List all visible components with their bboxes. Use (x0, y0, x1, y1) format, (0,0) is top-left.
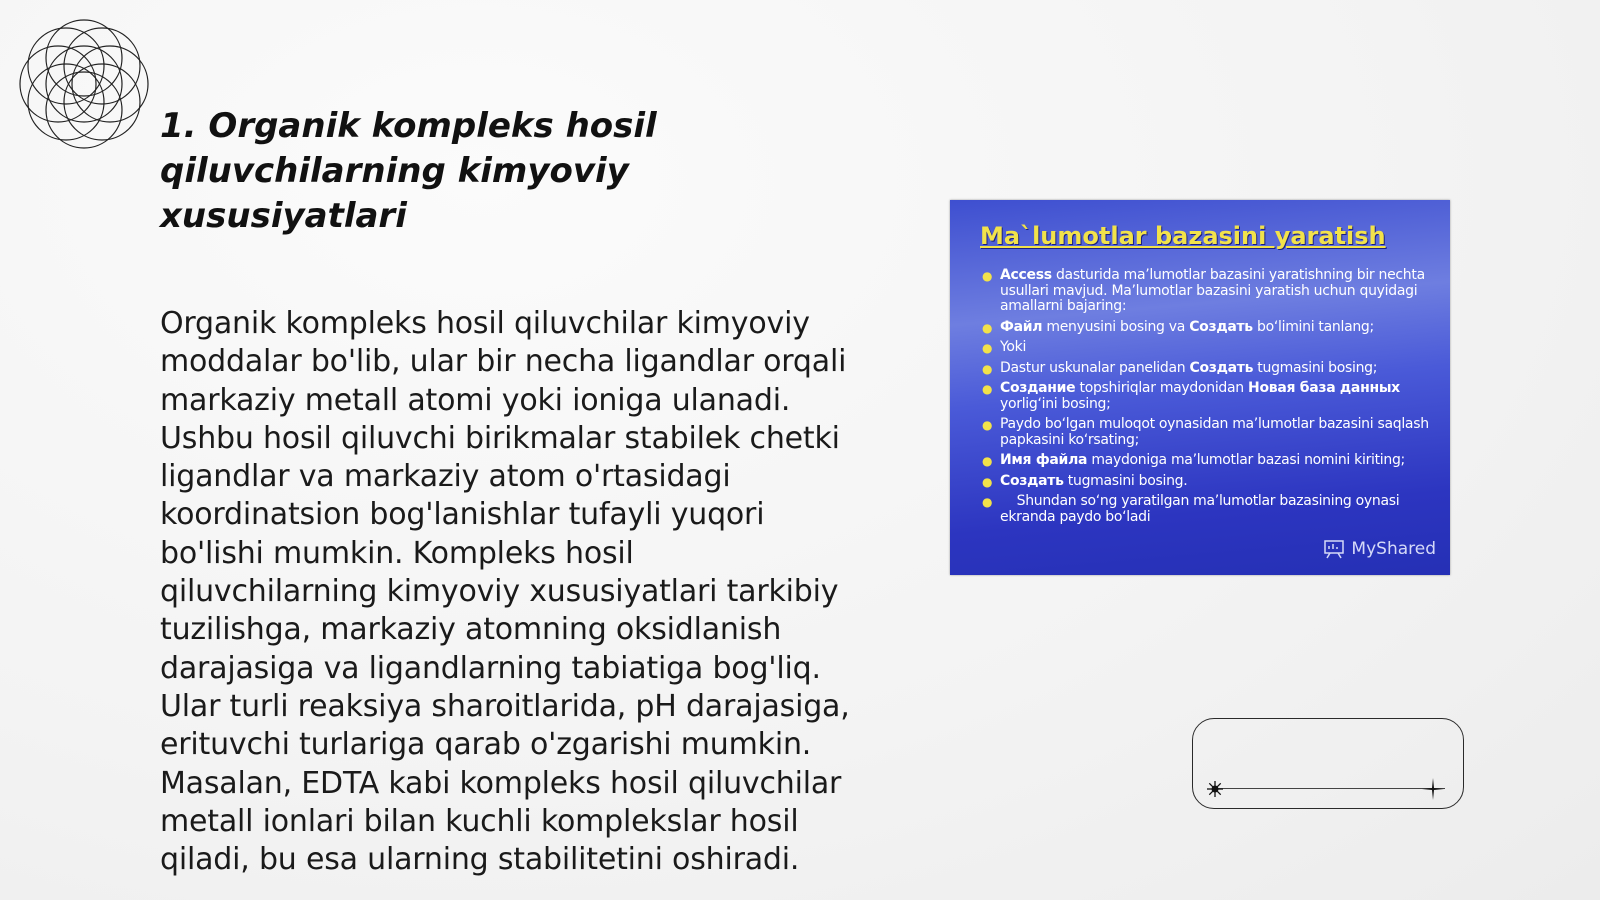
embedded-slide-image (950, 200, 1450, 575)
bullet-icon: ● (982, 418, 993, 432)
bullet-icon: ● (982, 361, 993, 376)
embedded-slide-list (980, 268, 1440, 530)
bullet-icon: ● (982, 454, 993, 468)
concentric-rings-logo-icon (10, 10, 158, 158)
slider-track (1215, 788, 1445, 789)
list-item: ● Создать tugmasini bosing. (982, 472, 1188, 489)
bullet-icon: ● (982, 269, 993, 283)
bullet-icon: ● (982, 341, 993, 355)
bullet-icon: ● (982, 474, 993, 489)
sun-icon (1205, 779, 1225, 799)
list-item: ● Access dasturida ma’lumotlar bazasini yaratishning bir nechta usullari mavjud. Ma’lumotlar bazasini yaratish uchun quyidagi amallarni bajaring: (982, 267, 1425, 314)
watermark-label: MyShared (1351, 539, 1436, 559)
bullet-icon: ● (982, 382, 993, 396)
presentation-board-icon (1323, 539, 1345, 559)
plus-icon (1421, 777, 1445, 801)
embedded-slide-title: Ma`lumotlar bazasini yaratish (980, 222, 1386, 250)
list-item: ● Shundan so‘ng yaratilgan ma’lumotlar bazasining oynasi ekranda paydo bo‘ladi (982, 493, 1404, 525)
bullet-icon: ● (982, 495, 993, 509)
list-item: ● Dastur uskunalar panelidan Создать tugmasini bosing; (982, 359, 1378, 376)
list-item: ● Файл menyusini bosing va Создать bo‘limini tanlang; (982, 318, 1374, 335)
decorative-slider-box (1192, 718, 1464, 809)
watermark (1323, 539, 1436, 559)
list-item: ● Создание topshiriqlar maydonidan Новая база данных yorlig‘ini bosing; (982, 380, 1400, 412)
list-item: ● Имя файла maydoniga ma’lumotlar bazasi nomini kiriting; (982, 452, 1405, 468)
list-item: ● Paydo bo‘lgan muloqot oynasidan ma’lumotlar bazasini saqlash papkasini ko‘rsating; (982, 416, 1429, 448)
slide-title: 1. Organik kompleks hosil qiluvchilarning kimyoviy xususiyatlari (160, 106, 657, 236)
bullet-icon: ● (982, 320, 993, 335)
list-item: ● Yoki (982, 339, 1027, 355)
slide-body-text: Organik kompleks hosil qiluvchilar kimyoviy moddalar bo'lib, ular bir necha ligandlar orqali markaziy metall atomi yoki ioniga ulanadi. Ushbu hosil qiluvchi birikmalar stabilek chetki ligandlar va markaziy atom o'rtasidagi koordinatsion bog'lanishlar tufayli yuqori bo'lishi mumkin. Kompleks hosil qiluvchilarning kimyoviy xususiyatlari tarkibiy tuzilishga, markaziy atomning oksidlanish darajasiga va ligandlarning tabiatiga bog'liq. Ular turli reaksiya sharoitlarida, pH darajasiga, erituvchi turlariga qarab o'zgarishi mumkin. Masalan, EDTA kabi kompleks hosil qiluvchilar metall ionlari bilan kuchli komplekslar hosil qiladi, bu esa ularning stabilitetini oshiradi. (160, 306, 850, 878)
